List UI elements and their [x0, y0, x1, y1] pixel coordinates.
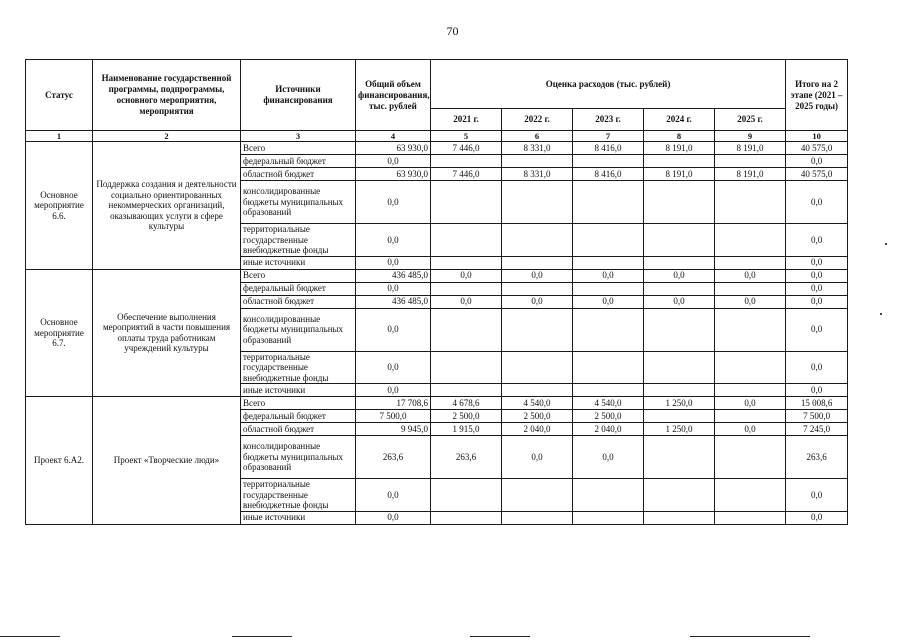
year-value-cell [502, 308, 573, 351]
year-value-cell: 263,6 [431, 436, 502, 479]
budget-table [25, 59, 848, 525]
year-value-cell: 7 446,0 [431, 168, 502, 181]
year-value-cell: 1 915,0 [431, 423, 502, 436]
column-number: 1 [26, 131, 93, 142]
year-value-cell: 0,0 [715, 397, 786, 410]
source-cell: иные источники [241, 384, 356, 397]
status-cell: Основное мероприятие 6.6. [26, 142, 93, 270]
year-value-cell [573, 181, 644, 224]
year-value-cell: 8 191,0 [644, 142, 715, 155]
total-cell: 0,0 [786, 256, 848, 269]
year-value-cell [715, 282, 786, 295]
year-value-cell [644, 511, 715, 524]
year-value-cell [715, 308, 786, 351]
year-value-cell [573, 256, 644, 269]
year-value-cell [573, 351, 644, 384]
year-value-cell [573, 224, 644, 257]
year-value-cell: 0,0 [502, 295, 573, 308]
source-cell: областной бюджет [241, 168, 356, 181]
header-year: 2022 г. [502, 109, 573, 131]
year-value-cell: 0,0 [431, 295, 502, 308]
year-value-cell: 0,0 [502, 269, 573, 282]
year-value-cell [502, 351, 573, 384]
volume-cell: 0,0 [356, 155, 431, 168]
year-value-cell: 0,0 [715, 423, 786, 436]
source-cell: федеральный бюджет [241, 410, 356, 423]
scan-edge-line [232, 636, 292, 637]
year-value-cell: 1 250,0 [644, 423, 715, 436]
table-row [26, 142, 848, 155]
year-value-cell: 0,0 [573, 295, 644, 308]
source-cell: консолидированные бюджеты муниципальных образований [241, 436, 356, 479]
year-value-cell: 2 500,0 [502, 410, 573, 423]
year-value-cell: 0,0 [644, 269, 715, 282]
year-value-cell [644, 308, 715, 351]
status-cell: Проект 6.А2. [26, 397, 93, 525]
volume-cell: 0,0 [356, 479, 431, 512]
header-total: Итого на 2 этапе (2021 – 2025 годы) [786, 60, 848, 131]
volume-cell: 0,0 [356, 224, 431, 257]
year-value-cell [502, 282, 573, 295]
year-value-cell: 8 416,0 [573, 142, 644, 155]
year-value-cell: 0,0 [431, 269, 502, 282]
year-value-cell [573, 384, 644, 397]
volume-cell: 436 485,0 [356, 295, 431, 308]
source-cell: федеральный бюджет [241, 155, 356, 168]
source-cell: областной бюджет [241, 295, 356, 308]
volume-cell: 0,0 [356, 181, 431, 224]
year-value-cell [502, 181, 573, 224]
volume-cell: 63 930,0 [356, 142, 431, 155]
header-year: 2025 г. [715, 109, 786, 131]
volume-cell: 0,0 [356, 351, 431, 384]
year-value-cell: 8 331,0 [502, 168, 573, 181]
total-cell: 15 008,6 [786, 397, 848, 410]
total-cell: 0,0 [786, 269, 848, 282]
year-value-cell [502, 384, 573, 397]
total-cell: 40 575,0 [786, 168, 848, 181]
volume-cell: 263,6 [356, 436, 431, 479]
year-value-cell: 7 446,0 [431, 142, 502, 155]
year-value-cell [573, 479, 644, 512]
header-total-volume: Общий объем финансирования, тыс. рублей [356, 60, 431, 131]
source-cell: территориальные государственные внебюджетные фонды [241, 479, 356, 512]
column-number: 8 [644, 131, 715, 142]
source-cell: консолидированные бюджеты муниципальных образований [241, 308, 356, 351]
column-number: 3 [241, 131, 356, 142]
total-cell: 0,0 [786, 351, 848, 384]
year-value-cell [715, 436, 786, 479]
header-year: 2021 г. [431, 109, 502, 131]
year-value-cell [644, 282, 715, 295]
source-cell: Всего [241, 397, 356, 410]
year-value-cell: 0,0 [573, 269, 644, 282]
year-value-cell: 2 500,0 [573, 410, 644, 423]
total-cell: 0,0 [786, 295, 848, 308]
year-value-cell: 0,0 [644, 295, 715, 308]
year-value-cell [644, 181, 715, 224]
volume-cell: 436 485,0 [356, 269, 431, 282]
total-cell: 0,0 [786, 224, 848, 257]
total-cell: 0,0 [786, 384, 848, 397]
source-cell: областной бюджет [241, 423, 356, 436]
year-value-cell [715, 181, 786, 224]
total-cell: 7 500,0 [786, 410, 848, 423]
year-value-cell [431, 479, 502, 512]
year-value-cell [715, 511, 786, 524]
header-year: 2023 г. [573, 109, 644, 131]
year-value-cell [502, 155, 573, 168]
activity-name-cell: Обеспечение выполнения мероприятий в части повышения оплаты труда работникам учреждений культуры [93, 269, 241, 397]
year-value-cell [715, 479, 786, 512]
year-value-cell [644, 256, 715, 269]
year-value-cell [644, 479, 715, 512]
source-cell: территориальные государственные внебюджетные фонды [241, 224, 356, 257]
source-cell: территориальные государственные внебюджетные фонды [241, 351, 356, 384]
year-value-cell: 2 040,0 [502, 423, 573, 436]
year-value-cell: 0,0 [715, 269, 786, 282]
column-number: 10 [786, 131, 848, 142]
year-value-cell [431, 308, 502, 351]
total-cell: 0,0 [786, 155, 848, 168]
scan-edge-line [690, 636, 810, 637]
volume-cell: 0,0 [356, 282, 431, 295]
activity-name-cell: Поддержка создания и деятельности социально ориентированных некоммерческих организаций, оказывающих услуги в сфере культуры [93, 142, 241, 270]
total-cell: 0,0 [786, 282, 848, 295]
year-value-cell: 8 191,0 [715, 168, 786, 181]
scan-speck [885, 243, 887, 245]
year-value-cell [502, 511, 573, 524]
total-cell: 0,0 [786, 479, 848, 512]
year-value-cell [573, 282, 644, 295]
column-number: 7 [573, 131, 644, 142]
volume-cell: 0,0 [356, 256, 431, 269]
scan-edge-line [0, 636, 60, 637]
year-value-cell [715, 384, 786, 397]
year-value-cell [573, 308, 644, 351]
year-value-cell [431, 511, 502, 524]
year-value-cell [715, 224, 786, 257]
source-cell: Всего [241, 269, 356, 282]
year-value-cell [573, 155, 644, 168]
volume-cell: 63 930,0 [356, 168, 431, 181]
column-number: 9 [715, 131, 786, 142]
total-cell: 0,0 [786, 181, 848, 224]
volume-cell: 0,0 [356, 511, 431, 524]
year-value-cell: 8 416,0 [573, 168, 644, 181]
year-value-cell: 8 191,0 [644, 168, 715, 181]
header-sources: Источники финансирования [241, 60, 356, 131]
year-value-cell: 0,0 [573, 436, 644, 479]
total-cell: 7 245,0 [786, 423, 848, 436]
year-value-cell: 1 250,0 [644, 397, 715, 410]
header-year: 2024 г. [644, 109, 715, 131]
year-value-cell: 4 678,6 [431, 397, 502, 410]
year-value-cell [431, 282, 502, 295]
year-value-cell [502, 224, 573, 257]
status-cell: Основное мероприятие 6.7. [26, 269, 93, 397]
year-value-cell [715, 155, 786, 168]
year-value-cell: 4 540,0 [573, 397, 644, 410]
scan-speck [880, 313, 882, 315]
year-value-cell [644, 155, 715, 168]
table-row [26, 397, 848, 410]
year-value-cell [502, 256, 573, 269]
source-cell: Всего [241, 142, 356, 155]
year-value-cell [431, 155, 502, 168]
source-cell: иные источники [241, 511, 356, 524]
year-value-cell: 8 191,0 [715, 142, 786, 155]
column-number: 2 [93, 131, 241, 142]
year-value-cell [431, 181, 502, 224]
year-value-cell [502, 479, 573, 512]
header-status: Статус [26, 60, 93, 131]
volume-cell: 9 945,0 [356, 423, 431, 436]
year-value-cell [644, 351, 715, 384]
source-cell: иные источники [241, 256, 356, 269]
activity-name-cell: Проект «Творческие люди» [93, 397, 241, 525]
total-cell: 0,0 [786, 308, 848, 351]
year-value-cell [431, 351, 502, 384]
header-name: Наименование государственной программы, подпрограммы, основного мероприятия, мероприятия [93, 60, 241, 131]
year-value-cell [715, 410, 786, 423]
source-cell: федеральный бюджет [241, 282, 356, 295]
volume-cell: 7 500,0 [356, 410, 431, 423]
year-value-cell [715, 256, 786, 269]
year-value-cell [431, 224, 502, 257]
source-cell: консолидированные бюджеты муниципальных образований [241, 181, 356, 224]
page-number: 70 [446, 24, 459, 38]
year-value-cell [644, 410, 715, 423]
table-row [26, 269, 848, 282]
year-value-cell [644, 224, 715, 257]
year-value-cell [644, 384, 715, 397]
year-value-cell [644, 436, 715, 479]
header-estimate: Оценка расходов (тыс. рублей) [431, 60, 786, 109]
volume-cell: 0,0 [356, 384, 431, 397]
total-cell: 0,0 [786, 511, 848, 524]
column-number: 6 [502, 131, 573, 142]
year-value-cell [431, 256, 502, 269]
column-number: 4 [356, 131, 431, 142]
year-value-cell: 2 040,0 [573, 423, 644, 436]
year-value-cell: 8 331,0 [502, 142, 573, 155]
column-number: 5 [431, 131, 502, 142]
year-value-cell: 4 540,0 [502, 397, 573, 410]
year-value-cell: 2 500,0 [431, 410, 502, 423]
year-value-cell [431, 384, 502, 397]
total-cell: 40 575,0 [786, 142, 848, 155]
year-value-cell [715, 351, 786, 384]
year-value-cell [573, 511, 644, 524]
volume-cell: 17 708,6 [356, 397, 431, 410]
year-value-cell: 0,0 [715, 295, 786, 308]
volume-cell: 0,0 [356, 308, 431, 351]
year-value-cell: 0,0 [502, 436, 573, 479]
total-cell: 263,6 [786, 436, 848, 479]
scan-edge-line [470, 636, 530, 637]
